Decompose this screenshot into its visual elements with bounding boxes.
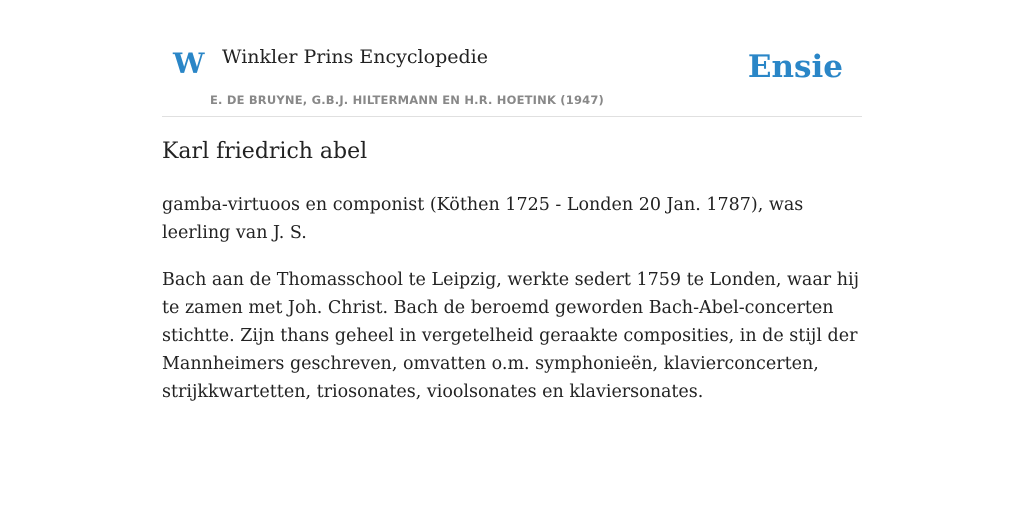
article-title: Karl friedrich abel: [162, 139, 368, 164]
book-title[interactable]: Winkler Prins Encyclopedie: [222, 46, 488, 68]
article-paragraph: gamba-virtuoos en componist (Köthen 1725 - Londen 20 Jan. 1787), was leerling van J. S.: [162, 194, 804, 243]
book-header: [162, 0, 862, 117]
article-paragraph: Bach aan de Thomasschool te Leipzig, werkte sedert 1759 te Londen, waar hij te zamen met Joh. Christ. Bach de beroemd geworden Bach-Abel-concerten stichtte. Zijn thans geheel in vergetelheid geraakte composities, in de stijl der Mannheimers geschreven, omvatten o.m. symphonieën, klavierconcerten, strijkkwartetten, triosonates, vioolsonates en klaviersonates.: [162, 269, 860, 402]
encyclopedia-logo-icon[interactable]: W: [173, 47, 205, 80]
ensie-brand-link[interactable]: Ensie: [747, 49, 843, 85]
article: [162, 138, 862, 425]
book-authors: E. DE BRUYNE, G.B.J. HILTERMANN EN H.R. HOETINK (1947): [210, 93, 605, 107]
